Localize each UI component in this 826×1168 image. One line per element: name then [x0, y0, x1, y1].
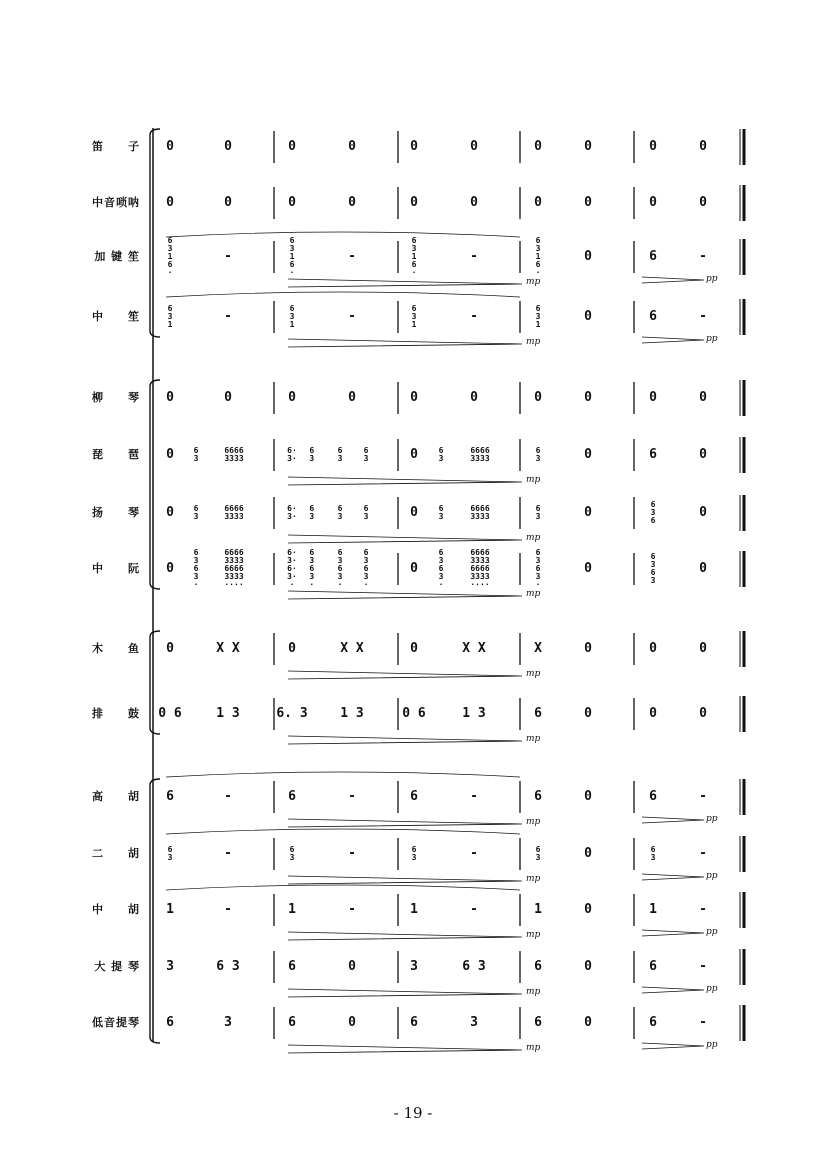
- dynamic-mp: mp: [526, 987, 541, 997]
- note-m3: -: [470, 789, 478, 804]
- decrescendo-hairpin: [288, 591, 522, 599]
- note-m2: 6. 3: [276, 706, 308, 721]
- note-m5: -: [699, 309, 707, 324]
- note-m5: 0: [649, 706, 657, 721]
- note-m5: 6: [649, 447, 657, 462]
- decrescendo-hairpin: [288, 339, 522, 347]
- note-m1: 0: [224, 139, 232, 154]
- note-m2: 6 3 1 6 ·: [289, 236, 295, 277]
- note-m3: 6 3 1 6 ·: [411, 236, 417, 277]
- note-m4: 6 3: [535, 504, 541, 521]
- note-m1: 6666 3333: [224, 446, 244, 463]
- note-m4: 0: [584, 706, 592, 721]
- note-m4: 0: [534, 139, 542, 154]
- note-m2: 0: [348, 139, 356, 154]
- note-m2: 0: [288, 195, 296, 210]
- decrescendo-hairpin-end: [642, 874, 704, 880]
- dynamic-pp: pp: [706, 274, 718, 284]
- note-m3: 0: [470, 195, 478, 210]
- note-m1: 0: [224, 390, 232, 405]
- note-m1: 6 3 1 6 ·: [167, 236, 173, 277]
- group-bracket: [150, 380, 160, 589]
- instrument-label-4: 中 笙: [92, 310, 140, 323]
- note-m4: X: [534, 641, 542, 656]
- decrescendo-hairpin: [288, 736, 522, 744]
- note-m4: 0: [534, 390, 542, 405]
- note-m3: 3: [470, 1015, 478, 1030]
- note-m4: 0: [584, 249, 592, 264]
- note-m3: 6666 3333: [470, 504, 490, 521]
- note-m3: 6 3: [438, 504, 444, 521]
- note-m1: 0: [166, 390, 174, 405]
- note-m4: 0: [584, 641, 592, 656]
- note-m1: 1: [166, 902, 174, 917]
- note-m3: 0: [410, 139, 418, 154]
- instrument-label-12: 二 胡: [92, 847, 140, 860]
- note-m3: 6666 3333 6666 3333 ····: [470, 548, 490, 589]
- note-m3: 1: [410, 902, 418, 917]
- note-m2: 6: [288, 1015, 296, 1030]
- dynamic-mp: mp: [526, 669, 541, 679]
- note-m4: 0: [534, 195, 542, 210]
- note-m3: -: [470, 249, 478, 264]
- note-m5: 0: [699, 447, 707, 462]
- note-m2: 0: [348, 959, 356, 974]
- note-m5: 0: [699, 505, 707, 520]
- instrument-label-1: 笛 子: [92, 140, 140, 153]
- tie-slur: [166, 232, 520, 237]
- note-m3: 6: [410, 789, 418, 804]
- note-m3: 0: [410, 447, 418, 462]
- note-m2: 6: [288, 959, 296, 974]
- note-m3: 0 6: [402, 706, 426, 721]
- note-m4: 6 3 1: [535, 304, 541, 329]
- group-bracket: [150, 129, 160, 337]
- dynamic-mp: mp: [526, 475, 541, 485]
- note-m5: 6: [649, 959, 657, 974]
- note-m2: -: [348, 902, 356, 917]
- note-m4: 0: [584, 195, 592, 210]
- decrescendo-hairpin: [288, 535, 522, 543]
- note-m1: 6666 3333: [224, 504, 244, 521]
- note-m5: 0: [649, 139, 657, 154]
- decrescendo-hairpin: [288, 876, 522, 884]
- instrument-label-3: 加 键 笙: [94, 250, 140, 263]
- decrescendo-hairpin-end: [642, 1043, 704, 1049]
- note-m2: 6· 3· 6· 3· ·: [287, 548, 297, 589]
- note-m2: 6· 3·: [287, 446, 297, 463]
- note-m1: 6 3 1: [167, 304, 173, 329]
- note-m1: 0: [166, 561, 174, 576]
- instrument-label-8: 中 阮: [92, 562, 140, 575]
- note-m3: 0: [410, 641, 418, 656]
- dynamic-mp: mp: [526, 874, 541, 884]
- note-m1: 3: [166, 959, 174, 974]
- note-m3: 0: [410, 195, 418, 210]
- note-m4: 0: [584, 846, 592, 861]
- dynamic-mp: mp: [526, 337, 541, 347]
- dynamic-pp: pp: [706, 871, 718, 881]
- tie-slur: [166, 885, 520, 890]
- note-m5: 6: [649, 789, 657, 804]
- note-m5: 0: [649, 195, 657, 210]
- note-m5: -: [699, 959, 707, 974]
- note-m3: 6666 3333: [470, 446, 490, 463]
- note-m3: -: [470, 846, 478, 861]
- note-m4: 0: [584, 1015, 592, 1030]
- note-m2: 0: [288, 390, 296, 405]
- note-m1: 6 3: [193, 504, 199, 521]
- note-m5: 6: [649, 1015, 657, 1030]
- note-m5: 6 3 6 3: [650, 552, 656, 585]
- note-m4: 6: [534, 789, 542, 804]
- instrument-label-6: 琵 琶: [92, 448, 140, 461]
- note-m1: 6 3: [193, 446, 199, 463]
- note-m4: 6 3 6 3 ·: [535, 548, 541, 589]
- note-m5: 0: [649, 390, 657, 405]
- note-m1: 0: [166, 139, 174, 154]
- note-m2: 0: [288, 641, 296, 656]
- decrescendo-hairpin-end: [642, 930, 704, 936]
- note-m3: 0: [470, 139, 478, 154]
- note-m5: 6: [649, 249, 657, 264]
- dynamic-mp: mp: [526, 734, 541, 744]
- note-m5: 0: [699, 139, 707, 154]
- instrument-label-11: 高 胡: [92, 790, 140, 803]
- instrument-label-10: 排 鼓: [92, 707, 140, 720]
- decrescendo-hairpin: [288, 671, 522, 679]
- note-m2: 0: [348, 390, 356, 405]
- note-m2: 6 3 6 3 ·: [337, 548, 343, 589]
- note-m2: 6 3: [309, 446, 315, 463]
- note-m4: 6: [534, 959, 542, 974]
- instrument-label-2: 中音唢呐: [92, 196, 140, 209]
- note-m3: 6 3 6 3 ·: [438, 548, 444, 589]
- decrescendo-hairpin: [288, 477, 522, 485]
- note-m2: 6 3: [337, 504, 343, 521]
- note-m2: -: [348, 789, 356, 804]
- instrument-label-9: 木 鱼: [92, 642, 140, 655]
- note-m4: 6 3: [535, 845, 541, 862]
- note-m1: 6 3: [167, 845, 173, 862]
- dynamic-pp: pp: [706, 334, 718, 344]
- note-m2: -: [348, 249, 356, 264]
- note-m4: 0: [584, 561, 592, 576]
- page-number: - 19 -: [393, 1104, 433, 1122]
- dynamic-mp: mp: [526, 930, 541, 940]
- note-m1: -: [224, 789, 232, 804]
- note-m5: -: [699, 789, 707, 804]
- note-m5: 1: [649, 902, 657, 917]
- note-m2: -: [348, 846, 356, 861]
- instrument-label-7: 扬 琴: [92, 506, 140, 519]
- note-m5: 0: [699, 641, 707, 656]
- dynamic-mp: mp: [526, 533, 541, 543]
- tie-slur: [166, 829, 520, 834]
- note-m2: 6· 3·: [287, 504, 297, 521]
- note-m1: 0: [166, 447, 174, 462]
- note-m5: 6 3 6: [650, 500, 656, 525]
- decrescendo-hairpin-end: [642, 337, 704, 343]
- note-m2: 0: [348, 195, 356, 210]
- note-m1: 3: [224, 1015, 232, 1030]
- note-m4: 0: [584, 959, 592, 974]
- note-m3: -: [470, 309, 478, 324]
- note-m1: -: [224, 249, 232, 264]
- note-m2: 1: [288, 902, 296, 917]
- instrument-label-15: 低音提琴: [92, 1016, 140, 1029]
- note-m1: -: [224, 846, 232, 861]
- note-m3: 6 3 1: [411, 304, 417, 329]
- note-m5: 6 3: [650, 845, 656, 862]
- dynamic-pp: pp: [706, 1040, 718, 1050]
- note-m4: 0: [584, 139, 592, 154]
- decrescendo-hairpin: [288, 932, 522, 940]
- note-m3: -: [470, 902, 478, 917]
- note-m4: 6: [534, 1015, 542, 1030]
- note-m4: 0: [584, 309, 592, 324]
- note-m1: 0: [166, 641, 174, 656]
- note-m1: 6 3 6 3 ·: [193, 548, 199, 589]
- note-m2: 6 3 6 3 ·: [363, 548, 369, 589]
- note-m2: 0: [288, 139, 296, 154]
- dynamic-mp: mp: [526, 817, 541, 827]
- decrescendo-hairpin-end: [642, 817, 704, 823]
- note-m4: 6 3 1 6 ·: [535, 236, 541, 277]
- note-m2: 6 3: [363, 446, 369, 463]
- dynamic-mp: mp: [526, 1043, 541, 1053]
- note-m2: -: [348, 309, 356, 324]
- note-m4: 0: [584, 902, 592, 917]
- note-m3: 6 3: [438, 446, 444, 463]
- tie-slur: [166, 772, 520, 777]
- decrescendo-hairpin: [288, 819, 522, 827]
- note-m3: 0: [410, 390, 418, 405]
- group-bracket: [150, 779, 160, 1043]
- instrument-label-14: 大 提 琴: [94, 960, 140, 973]
- note-m3: 0: [470, 390, 478, 405]
- note-m2: 0: [348, 1015, 356, 1030]
- note-m3: 6 3: [462, 959, 486, 974]
- note-m1: X X: [216, 641, 240, 656]
- note-m5: -: [699, 1015, 707, 1030]
- note-m2: 6 3: [363, 504, 369, 521]
- note-m2: 6 3 1: [289, 304, 295, 329]
- decrescendo-hairpin: [288, 989, 522, 997]
- instrument-label-5: 柳 琴: [92, 391, 140, 404]
- note-m4: 6 3: [535, 446, 541, 463]
- note-m4: 0: [584, 390, 592, 405]
- note-m5: 6: [649, 309, 657, 324]
- note-m2: 6: [288, 789, 296, 804]
- note-m2: 6 3: [309, 504, 315, 521]
- note-m3: 6: [410, 1015, 418, 1030]
- note-m1: 1 3: [216, 706, 240, 721]
- dynamic-pp: pp: [706, 984, 718, 994]
- note-m3: 0: [410, 561, 418, 576]
- note-m5: 0: [699, 706, 707, 721]
- note-m4: 0: [584, 447, 592, 462]
- note-m5: 0: [699, 390, 707, 405]
- note-m1: 0: [224, 195, 232, 210]
- dynamic-pp: pp: [706, 927, 718, 937]
- note-m2: 6 3: [337, 446, 343, 463]
- note-m3: X X: [462, 641, 486, 656]
- note-m2: 6 3: [289, 845, 295, 862]
- dynamic-mp: mp: [526, 277, 541, 287]
- note-m2: 6 3 6 3 ·: [309, 548, 315, 589]
- dynamic-mp: mp: [526, 589, 541, 599]
- note-m5: 0: [699, 195, 707, 210]
- note-m5: -: [699, 846, 707, 861]
- decrescendo-hairpin-end: [642, 987, 704, 993]
- note-m4: 0: [584, 505, 592, 520]
- note-m1: 6666 3333 6666 3333 ····: [224, 548, 244, 589]
- note-m3: 3: [410, 959, 418, 974]
- note-m3: 6 3: [411, 845, 417, 862]
- decrescendo-hairpin: [288, 1045, 522, 1053]
- note-m1: 0: [166, 195, 174, 210]
- note-m1: 6: [166, 789, 174, 804]
- decrescendo-hairpin-end: [642, 277, 704, 283]
- note-m5: -: [699, 249, 707, 264]
- note-m3: 1 3: [462, 706, 486, 721]
- note-m1: 6 3: [216, 959, 240, 974]
- dynamic-pp: pp: [706, 814, 718, 824]
- note-m4: 1: [534, 902, 542, 917]
- note-m1: -: [224, 309, 232, 324]
- note-m5: 0: [649, 641, 657, 656]
- note-m5: 0: [699, 561, 707, 576]
- note-m5: -: [699, 902, 707, 917]
- note-m3: 0: [410, 505, 418, 520]
- note-m1: 0: [166, 505, 174, 520]
- note-m1: -: [224, 902, 232, 917]
- note-m2: X X: [340, 641, 364, 656]
- note-m4: 6: [534, 706, 542, 721]
- note-m1: 6: [166, 1015, 174, 1030]
- decrescendo-hairpin: [288, 279, 522, 287]
- note-m2: 1 3: [340, 706, 364, 721]
- instrument-label-13: 中 胡: [92, 903, 140, 916]
- tie-slur: [166, 292, 520, 297]
- note-m1: 0 6: [158, 706, 182, 721]
- note-m4: 0: [584, 789, 592, 804]
